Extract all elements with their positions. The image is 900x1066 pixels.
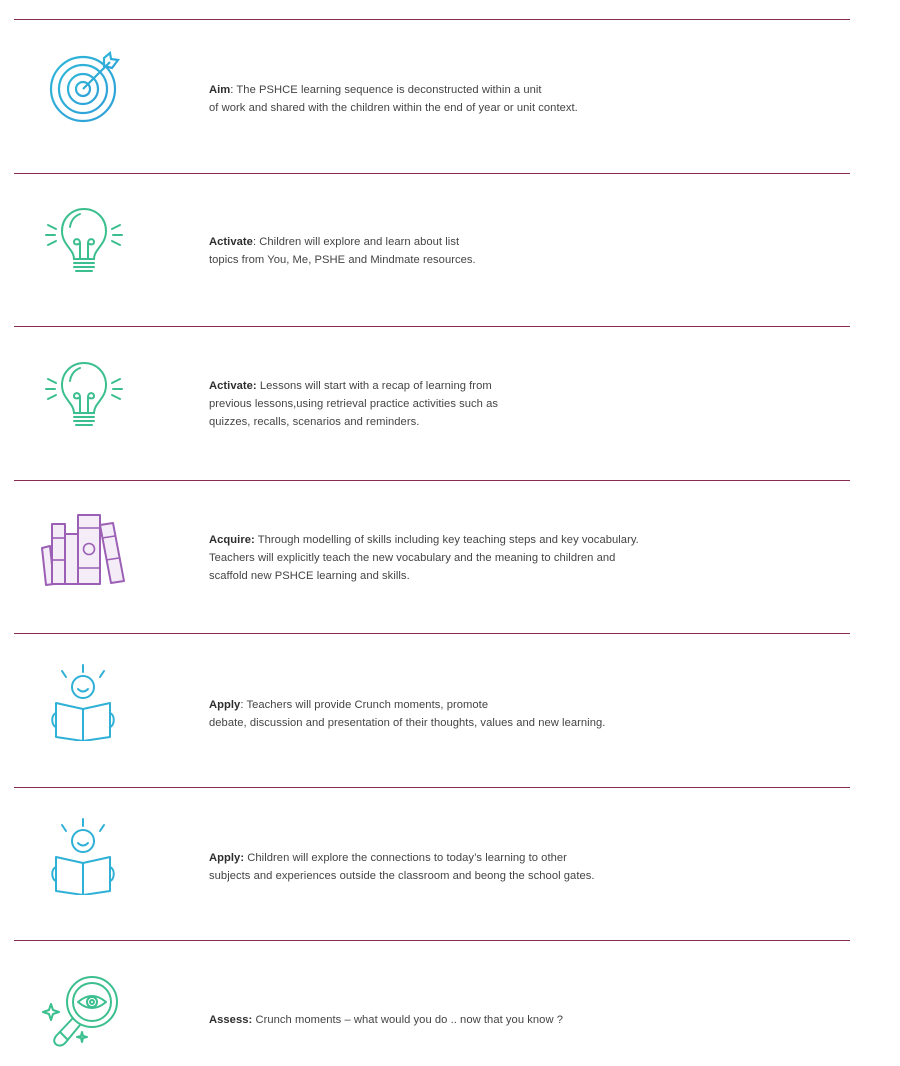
- row-lead: Apply:: [209, 852, 245, 864]
- row-text: Apply: Teachers will provide Crunch moments, promote debate, discussion and presentation of their thoughts, values and new learning.: [209, 699, 606, 729]
- lightbulb-icon: [44, 205, 124, 277]
- reading-person-icon: [48, 817, 118, 895]
- row-text: Aim: The PSHCE learning sequence is deconstructed within a unit of work and shared with the children within the end of year or unit context.: [209, 84, 578, 114]
- target-icon: [46, 50, 122, 126]
- row-lead: Acquire:: [209, 534, 255, 546]
- divider: [14, 940, 850, 941]
- divider: [14, 633, 850, 634]
- row-text: Activate: Lessons will start with a recap of learning from previous lessons,using retrieval practice activities such as quizzes, recalls, scenarios and reminders.: [209, 380, 499, 428]
- divider: [14, 19, 850, 20]
- row-lead: Apply: [209, 699, 241, 711]
- lightbulb-icon: [44, 359, 124, 431]
- row-text: Assess: Crunch moments – what would you do .. now that you know ?: [209, 1014, 563, 1026]
- row-text: Acquire: Through modelling of skills including key teaching steps and key vocabulary. Teachers will explicitly teach the new vocabulary and the meaning to children and scaffold new PSHCE learning and skills.: [209, 534, 639, 582]
- row-lead: Activate: [209, 236, 253, 248]
- row-lead: Assess:: [209, 1014, 253, 1026]
- row-text: Activate: Children will explore and learn about list topics from You, Me, PSHE and Mindmate resources.: [209, 236, 476, 266]
- divider: [14, 480, 850, 481]
- row-text: Apply: Children will explore the connections to today’s learning to other subjects and experiences outside the classroom and beong the school gates.: [209, 852, 595, 882]
- divider: [14, 173, 850, 174]
- books-icon: [38, 512, 130, 588]
- row-lead: Aim: [209, 84, 231, 96]
- reading-person-icon: [48, 663, 118, 741]
- row-lead: Activate:: [209, 380, 257, 392]
- divider: [14, 326, 850, 327]
- divider: [14, 787, 850, 788]
- magnifier-eye-icon: [42, 974, 122, 1048]
